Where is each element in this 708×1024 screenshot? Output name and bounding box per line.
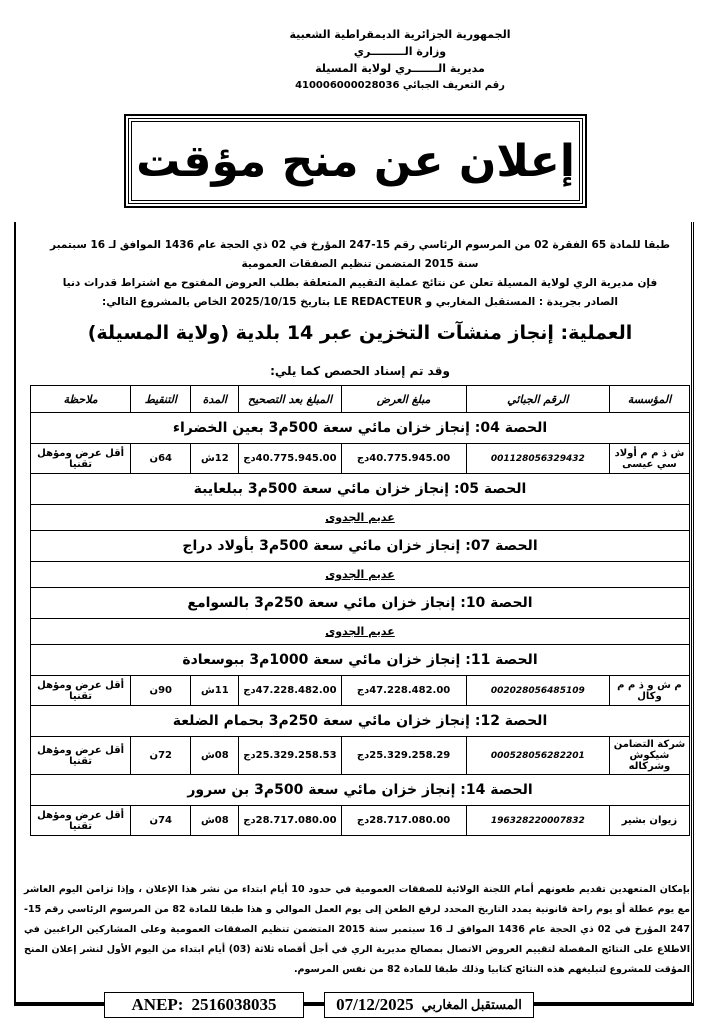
table-row: [31, 737, 690, 775]
publication-date: 07/12/2025: [336, 995, 414, 1014]
table-cell: 25.329.258.29دج: [341, 737, 466, 775]
lot-title: الحصة 12: إنجاز خزان مائي سعة 250م3 بحمام الضلعة: [31, 706, 690, 737]
intro-line: فإن مديرية الري لولاية المسيلة تعلن عن نتائج عملية التقييم المتعلقة بطلب العروض المفتوح مع اشتراط قدرات دنيا: [62, 277, 658, 289]
column-header: مبلغ العرض: [341, 386, 466, 413]
table-cell: 196328220007832: [466, 806, 609, 836]
column-header: المؤسسة: [609, 386, 689, 413]
lot-title: الحصة 07: إنجاز خزان مائي سعة 500م3 بأولاد دراج: [31, 531, 690, 562]
table-row: [31, 676, 690, 706]
table-cell: 47.228.482.00دج: [239, 676, 341, 706]
table-cell: 12ش: [191, 444, 239, 474]
table-header-row: [31, 386, 690, 413]
table-cell: 11ش: [191, 676, 239, 706]
table-cell: أقل عرض ومؤهل تقنيا: [31, 676, 131, 706]
republic-name: الجمهورية الجزائرية الديمقراطية الشعبية: [289, 28, 511, 41]
unsuccessful-label: عديم الجدوى: [31, 619, 690, 645]
notice-title: إعلان عن منح مؤقت: [128, 118, 583, 204]
publication-bar: [14, 992, 694, 1018]
table-cell: 90ن: [131, 676, 191, 706]
unsuccessful-label: عديم الجدوى: [31, 562, 690, 588]
ministry-name: وزارة الـــــــــري: [353, 45, 447, 58]
table-cell: 72ن: [131, 737, 191, 775]
column-header: التنقيط: [131, 386, 191, 413]
table-row: [31, 444, 690, 474]
column-header: الرقم الجبائي: [466, 386, 609, 413]
table-cell: 64ن: [131, 444, 191, 474]
allocation-intro: وقد تم إسناد الحصص كما يلي:: [270, 364, 450, 378]
table-row: [31, 806, 690, 836]
lot-title: الحصة 11: إنجاز خزان مائي سعة 1000م3 ببوسعادة: [31, 645, 690, 676]
lot-title-row: [31, 531, 690, 562]
unsuccessful-row: [31, 505, 690, 531]
table-cell: 74ن: [131, 806, 191, 836]
lot-title-row: [31, 706, 690, 737]
anep-badge: [104, 992, 304, 1018]
column-header: المدة: [191, 386, 239, 413]
project-title: العملية: إنجاز منشآت التخزين عبر 14 بلدية (ولاية المسيلة): [87, 322, 633, 344]
anep-number: 2516038035: [191, 995, 277, 1014]
issuer-header: [250, 26, 550, 94]
table-cell: م ش و ذ م م وكال: [609, 676, 689, 706]
table-cell: 47.228.482.00دج: [341, 676, 466, 706]
table-cell: 001128056329432: [466, 444, 609, 474]
newspaper-name: المستقبل المغاربي: [421, 997, 522, 1012]
table-cell: أقل عرض ومؤهل تقنيا: [31, 806, 131, 836]
table-cell: زيوان بشير: [609, 806, 689, 836]
table-cell: 28.717.080.00دج: [239, 806, 341, 836]
table-cell: ش ذ م م أولاد سي عيسى: [609, 444, 689, 474]
table-cell: 000528056282201: [466, 737, 609, 775]
directorate-name: مديرية الـــــــري لولاية المسيلة: [315, 62, 485, 75]
intro-line: الصادر بجريدة : المستقبل المغاربي و LE REDACTEUR بتاريخ 2025/10/15 الخاص بالمشروع التالي:: [102, 296, 618, 308]
table-cell: 08ش: [191, 737, 239, 775]
unsuccessful-label: عديم الجدوى: [31, 505, 690, 531]
unsuccessful-row: [31, 562, 690, 588]
column-header: ملاحظة: [31, 386, 131, 413]
lot-title-row: [31, 588, 690, 619]
unsuccessful-row: [31, 619, 690, 645]
table-cell: 40.775.945.00دج: [239, 444, 341, 474]
lot-title: الحصة 04: إنجاز خزان مائي سعة 500م3 بعين الخضراء: [31, 413, 690, 444]
intro-line: طبقا للمادة 65 الفقرة 02 من المرسوم الرئاسي رقم 15-247 المؤرخ في 02 ذي الحجة عام 1436 الموافق لـ 16 سبتمبر: [50, 239, 670, 251]
lot-title-row: [31, 474, 690, 505]
publication-badge: [324, 992, 534, 1018]
results-table: [30, 385, 690, 836]
table-cell: 002028056485109: [466, 676, 609, 706]
lot-title-row: [31, 413, 690, 444]
lot-title: الحصة 05: إنجاز خزان مائي سعة 500م3 ببلعايبة: [31, 474, 690, 505]
table-cell: شركة التضامن شيكوش وشركاله: [609, 737, 689, 775]
table-cell: أقل عرض ومؤهل تقنيا: [31, 444, 131, 474]
lot-title-row: [31, 775, 690, 806]
table-cell: 28.717.080.00دج: [341, 806, 466, 836]
table-cell: 40.775.945.00دج: [341, 444, 466, 474]
table-cell: 08ش: [191, 806, 239, 836]
tax-id: رقم التعريف الجبائي 410006000028036: [295, 80, 505, 91]
table-cell: 25.329.258.53دج: [239, 737, 341, 775]
lot-title-row: [31, 645, 690, 676]
intro-line: سنة 2015 المتضمن تنظيم الصفقات العمومية: [241, 258, 479, 270]
anep-label: ANEP:: [131, 995, 184, 1014]
column-header: المبلغ بعد التصحيح: [239, 386, 341, 413]
lot-title: الحصة 10: إنجاز خزان مائي سعة 250م3 بالسوامع: [31, 588, 690, 619]
table-cell: أقل عرض ومؤهل تقنيا: [31, 737, 131, 775]
intro-paragraph: [30, 236, 690, 312]
lot-title: الحصة 14: إنجاز خزان مائي سعة 500م3 بن سرور: [31, 775, 690, 806]
appeal-paragraph: بإمكان المتعهدين تقديم طعونهم أمام اللجنة الولائية للصفقات العمومية في حدود 10 أيام ابتداء من نشر هذا الإعلان ، وإذا تزامن اليوم العاشر مع يوم عطلة أو يوم راحة قانونية يمدد التاريخ المحدد لرفع الطعن إلى يوم العمل الموالي و هذا طبقا للمادة 82 من المرسوم الرئاسي رقم 15-247 المؤرخ في 02 ذي الحجة عام 1436 الموافق لـ 16 سبتمبر سنة 2015 المتضمن تنظيم الصفقات العمومية وعلى المشاركين الراغبين في الاطلاع على النتائج المفصلة لتقييم العروض الاتصال بمصالح مديرية الري في أجل أقصاه ثلاثة (03) أيام ابتداء من اليوم الأول لنشر إعلان المنح المؤقت للمشروع لتبليغهم هذه النتائج كتابيا وذلك طبقا للمادة 82 من نفس المرسوم.: [24, 884, 691, 975]
